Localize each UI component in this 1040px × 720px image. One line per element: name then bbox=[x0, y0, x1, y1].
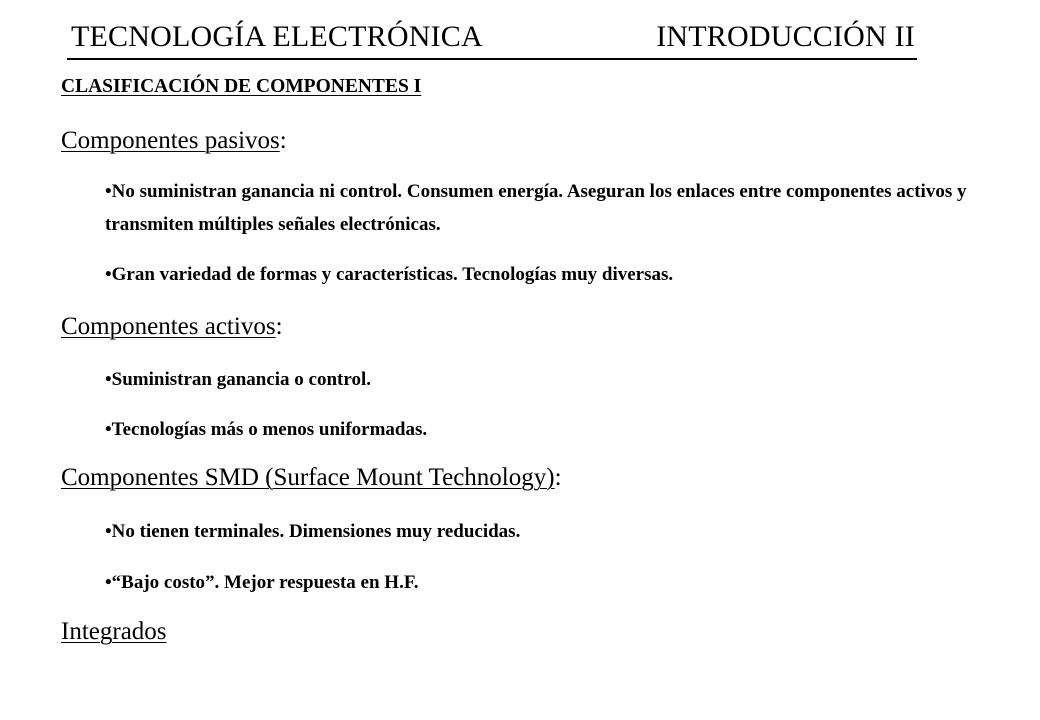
section-heading-text: Componentes SMD (Surface Mount Technology) bbox=[61, 464, 555, 491]
bullet-text: No suministran ganancia ni control. Consumen energía. Aseguran los enlaces entre componentes activos y transmiten múltiples señales electrónicas. bbox=[105, 181, 967, 235]
bullet-text: Tecnologías más o menos uniformadas. bbox=[111, 419, 428, 440]
bullet-item bbox=[105, 515, 1005, 548]
section-heading-text: Integrados bbox=[61, 618, 167, 645]
section-heading-colon: : bbox=[275, 313, 283, 340]
bullet-text: No tienen terminales. Dimensiones muy reducidas. bbox=[111, 521, 521, 542]
bullet-item bbox=[105, 175, 1005, 241]
section-heading-pasivos bbox=[61, 127, 287, 155]
bullet-dot: • bbox=[105, 264, 112, 285]
section-heading-text: Componentes pasivos bbox=[61, 127, 280, 154]
bullet-dot: • bbox=[105, 369, 112, 390]
bullet-item bbox=[105, 363, 1005, 396]
bullet-dot: • bbox=[105, 419, 112, 440]
bullet-text: “Bajo costo”. Mejor respuesta en H.F. bbox=[111, 572, 419, 593]
topic-title: INTRODUCCIÓN II bbox=[656, 20, 915, 53]
slide-header bbox=[67, 18, 917, 60]
bullet-dot: • bbox=[105, 572, 112, 593]
bullet-dot: • bbox=[105, 181, 112, 202]
section-heading-smd bbox=[61, 464, 562, 492]
section-heading-colon: : bbox=[554, 464, 562, 491]
bullet-text: Gran variedad de formas y características. Tecnologías muy diversas. bbox=[111, 264, 674, 285]
bullet-text: Suministran ganancia o control. bbox=[111, 369, 372, 390]
bullet-dot: • bbox=[105, 521, 112, 542]
section-heading-integrados bbox=[61, 618, 167, 646]
bullet-item bbox=[105, 413, 1005, 446]
course-title: TECNOLOGÍA ELECTRÓNICA bbox=[71, 20, 483, 53]
bullet-item bbox=[105, 258, 1005, 291]
section-heading-activos bbox=[61, 313, 283, 341]
bullet-item bbox=[105, 566, 1005, 599]
section-heading-colon: : bbox=[279, 127, 287, 154]
slide-subtitle: CLASIFICACIÓN DE COMPONENTES I bbox=[61, 76, 422, 97]
section-heading-text: Componentes activos bbox=[61, 313, 276, 340]
